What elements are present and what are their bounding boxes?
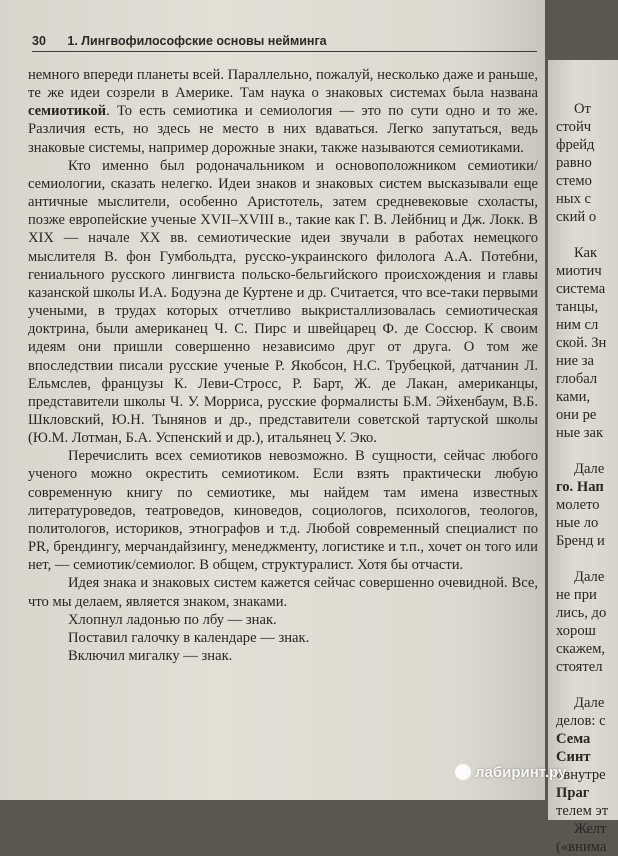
example-line: Хлопнул ладонью по лбу — знак.: [68, 611, 277, 628]
paragraph-2: Кто именно был родоначальником и основоположником семиотики/семиологии, сказать нелегко. Идеи знаков и знаковых систем высказывали еще античные мыслители, особенно Аристотель, затем средневековые схоласты, позже европейские ученые XVII–XVIII в., такие как Г. В. Лейбниц и Дж. Локк. В XIX — начале XX вв. семиотические идеи звучали в работах немецкого мыслителя В. фон Гумбольдта, русско-украинского филолога А.А. Потебни, гениального русского лингвиста польско-бельгийского происхождения и главы казанской школы И.А. Бодуэна де Куртене и др. Считается, что все-таки первыми учеными, в трудах которых отчетливо выкристаллизовалась семиотическая доктрина, были американец Ч. С. Пирс и швейцарец Ф. де Соссюр. К своим идеям они пришли совершенно независимо друг от друга. О том же впоследствии писали русские ученые Р. Якобсон, Н.С. Трубецкой, датчанин Л. Ельмслев, французы К. Леви-Стросс, Р. Барт, Ж. де Лакан, американцы, представители школы Ч. У. Морриса, русские формалисты Б.М. Эйхенбаум, В.Б. Шкловский, Ю.Н. Тынянов и др., представители советской тартуской школы (Ю.М. Лотман, Б.А. Успенский и др.), итальянец У. Эко.: [28, 157, 538, 447]
right-page-line: ним сл: [556, 317, 599, 333]
right-page-line: Дале: [574, 461, 605, 477]
right-page-line: система: [556, 281, 606, 297]
right-page-line: ской. Зн: [556, 335, 607, 351]
watermark: [455, 764, 566, 781]
right-page-line: ные зак: [556, 425, 604, 441]
example-line: Включил мигалку — знак.: [68, 648, 233, 664]
example-line: Поставил галочку в календаре — знак.: [68, 629, 310, 646]
page-number: 30: [32, 34, 46, 48]
right-page-line: Праг: [556, 785, 590, 801]
paragraph-3: Перечислить всех семиотиков невозможно. В сущности, сейчас любого ученого можно окрестить семиотиком. Если взять практически любую современную книгу по семиотике, мы найдем там имена известных литературоведов, театроведов, киноведов, социологов, психологов, теологов, политологов, историков, этнографов и т.д. Любой современный специалист по PR, брендингу, мерчандайзингу, менеджменту, логистике и т.п., хочет он того или нет, — семиотик/семиолог. В общем, структуралист. Хотя бы отчасти.: [28, 448, 538, 574]
right-page-line: ский о: [556, 209, 597, 225]
right-page-line: Сема: [556, 731, 591, 747]
right-page-line: Бренд и: [556, 533, 605, 549]
right-page-line: лись, до: [556, 605, 607, 621]
right-page-line: Дале: [574, 695, 605, 711]
right-page-line: делов: с: [556, 713, 606, 729]
paragraph-4: Идея знака и знаковых систем кажется сейчас совершенно очевидной. Все, что мы делаем, является знаком, знаками.: [28, 575, 538, 610]
paragraph-1: немного впереди планеты всей. Параллельно, пожалуй, несколько даже и раньше, те же идеи созрели в Америке. Там наука о знаковых системах была названа семиотикой. То есть семиотика и семиология — это по сути одно и то же. Различия есть, но здесь не место в них вдаваться. Легко запутаться, ведь знаковые системы, например дорожные знаки, также называются семиотиками.: [28, 67, 538, 156]
right-page-line: телем эт: [556, 803, 609, 819]
right-page-line: ние за: [556, 353, 594, 369]
right-page-line: скажем,: [556, 641, 606, 657]
right-page-line: Синт: [556, 749, 591, 765]
right-page-line: Как: [574, 245, 598, 261]
watermark-text: лабиринт.ру: [475, 764, 567, 781]
right-page-line: равно: [556, 155, 592, 171]
right-page-line: хорош: [556, 623, 596, 639]
bold-term: семиотикой: [28, 103, 107, 120]
right-page-line: Дале: [574, 569, 605, 585]
right-page-line: не при: [556, 587, 597, 603]
right-page-line: стойч: [556, 119, 592, 135]
running-header: [32, 34, 537, 52]
right-page-line: молето: [556, 497, 600, 513]
right-page-line: ками,: [556, 389, 591, 405]
right-page-line: От: [574, 101, 591, 117]
right-page-line: фрейд: [556, 137, 595, 153]
right-page: [548, 60, 618, 855]
right-page-line: глобал: [556, 371, 598, 387]
right-page-line: стоятел: [556, 659, 603, 675]
right-page-line: танцы,: [556, 299, 599, 315]
right-page-line: миотич: [556, 263, 602, 279]
right-page-line: «внутре: [556, 767, 606, 783]
right-page-line: го. Нап: [556, 479, 604, 495]
right-page-line: ных с: [556, 191, 592, 207]
labirint-logo-icon: [455, 764, 471, 780]
chapter-title: 1. Лингвофилософские основы нейминга: [67, 34, 327, 48]
right-page-line: («внима: [556, 839, 607, 855]
body-text: [28, 66, 538, 665]
right-page-line: стемо: [556, 173, 592, 189]
right-page-line: они ре: [556, 407, 597, 423]
right-page-line: Желт: [574, 821, 607, 837]
right-page-line: ные ло: [556, 515, 599, 531]
